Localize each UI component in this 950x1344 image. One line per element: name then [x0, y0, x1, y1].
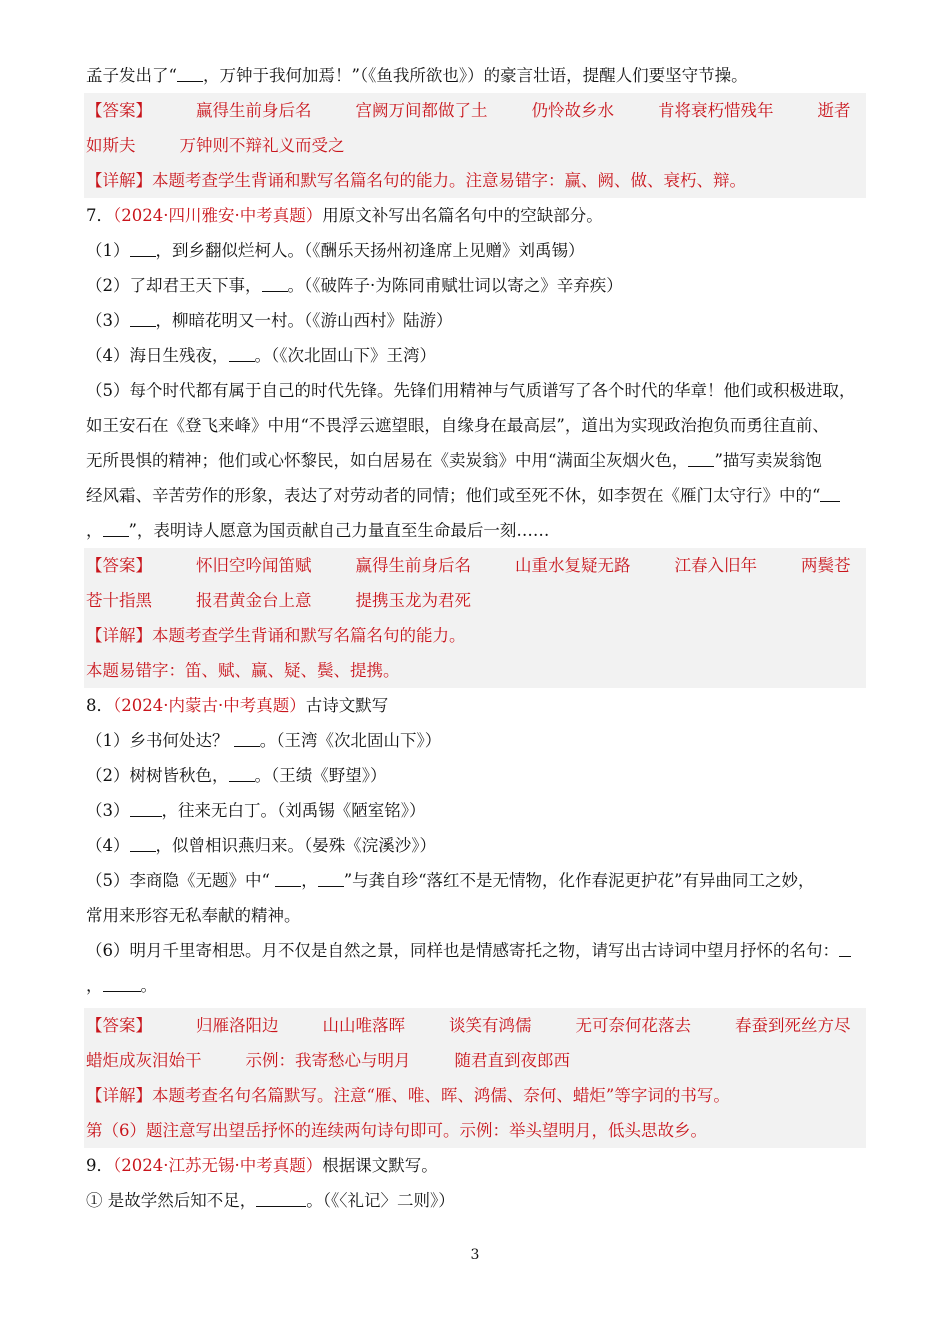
q8-item-4 [86, 828, 866, 863]
answer-item: 肯将衰朽惜残年 [658, 101, 774, 120]
q7-heading [86, 198, 866, 233]
text: ，到乡翻似烂柯人。（《酬乐天扬州初逢席上见赠》刘禹锡） [155, 241, 585, 260]
answer-line [86, 1008, 866, 1043]
answer-item: 提携玉龙为君死 [355, 591, 471, 610]
q7-item-2 [86, 268, 866, 303]
text: ， [86, 976, 103, 995]
text: ，万钟于我何加焉！”（《鱼我所欲也》）的豪言壮语，提醒人们要坚守节操。 [202, 66, 748, 85]
text: ，似曾相识燕归来。（晏殊《浣溪沙》） [155, 836, 436, 855]
text: （3） [86, 311, 130, 330]
text: 。（《〈礼记〉二则》） [306, 1191, 455, 1210]
page-number: 3 [470, 1247, 480, 1263]
blank [103, 977, 141, 992]
text: 孟子发出了“ [86, 66, 177, 85]
q9-item-1 [86, 1183, 866, 1218]
answer-label: 【答案】 [86, 556, 152, 575]
text: （2）了却君王天下事， [86, 276, 262, 295]
blank [318, 872, 344, 887]
blank [839, 942, 851, 957]
text: ，柳暗花明又一村。（《游山西村》陆游） [155, 311, 453, 330]
answer-item: 宫阙万间都做了土 [355, 101, 488, 120]
blank [234, 732, 260, 747]
blank [177, 67, 203, 82]
text: ① 是故学然后知不足， [86, 1191, 257, 1210]
text: ，往来无白丁。（刘禹锡《陋室铭》） [161, 801, 426, 820]
q7-item-3 [86, 303, 866, 338]
text: 。（《次北固山下》王湾） [254, 346, 436, 365]
text: 。（王湾《次北固山下》） [259, 731, 442, 750]
text: （1）乡书何处达？ [86, 731, 234, 750]
answer-item: 蜡炬成灰泪始干 [86, 1051, 202, 1070]
blank [130, 312, 156, 327]
answer-item: 苍十指黑 [86, 591, 152, 610]
answer-item: 万钟则不辩礼义而受之 [179, 136, 345, 155]
blank [688, 452, 714, 467]
answer-item: 报君黄金台上意 [196, 591, 312, 610]
q6-answer-block [84, 93, 866, 198]
text: 。（王绩《野望》） [254, 766, 387, 785]
answer-detail: 第（6）题注意写出望岳抒怀的连续两句诗句即可。示例：举头望明月，低头思故乡。 [86, 1121, 707, 1140]
answer-detail: 【详解】本题考查学生背诵和默写名篇名句的能力。 [86, 626, 466, 645]
text: （1） [86, 241, 130, 260]
answer-detail: 本题易错字：笛、赋、赢、疑、鬓、提携。 [86, 661, 400, 680]
text: ”，表明诗人愿意为国贡献自己力量直至生命最后一刻…… [128, 521, 550, 540]
answer-label: 【答案】 [86, 101, 152, 120]
text: （5）李商隐《无题》中“ [86, 871, 276, 890]
text: 。（《破阵子·为陈同甫赋壮词以寄之》辛弃疾） [287, 276, 623, 295]
q7-item-5-line [86, 513, 866, 548]
question-source: （2024·江苏无锡·中考真题） [113, 1156, 323, 1175]
q7-item-5-line [86, 443, 866, 478]
text: ”与龚自珍“落红不是无情物，化作春泥更护花”有异曲同工之妙， [343, 871, 815, 890]
answer-detail: 【详解】本题考查名句名篇默写。注意“雁、唯、晖、鸿儒、奈何、蜡炬”等字词的书写。 [86, 1086, 730, 1105]
answer-item: 无可奈何花落去 [575, 1016, 691, 1035]
text: （2）树树皆秋色， [86, 766, 229, 785]
q8-answer-block [84, 1008, 866, 1148]
answer-line [86, 128, 866, 163]
text: （3） [86, 801, 130, 820]
text: ， [301, 871, 318, 890]
blank [130, 242, 156, 257]
q8-item-6-line [86, 933, 866, 968]
q7-answer-block [84, 548, 866, 688]
q8-heading [86, 688, 866, 723]
text: 。 [140, 976, 157, 995]
blank [820, 487, 840, 502]
answer-item: 随君直到夜郎西 [454, 1051, 570, 1070]
text: ”描写卖炭翁饱 [714, 451, 822, 470]
answer-item: 两鬓苍 [801, 556, 851, 575]
q7-item-4 [86, 338, 866, 373]
question-number: 9． [86, 1156, 113, 1175]
blank [229, 767, 255, 782]
question-number: 8． [86, 696, 113, 715]
blank [130, 802, 162, 817]
answer-detail: 【详解】本题考查学生背诵和默写名篇名句的能力。注意易错字：赢、阙、做、衰朽、辩。 [86, 171, 746, 190]
question-source: （2024·四川雅安·中考真题） [113, 206, 323, 225]
q8-item-2 [86, 758, 866, 793]
q7-item-5-line: 如王安石在《登飞来峰》中用“不畏浮云遮望眼，自缘身在最高层”，道出为实现政治抱负而勇往直前、 [86, 416, 829, 435]
q7-item-5-line: （5）每个时代都有属于自己的时代先锋。先锋们用精神与气质谱写了各个时代的华章！他们或积极进取， [86, 381, 856, 400]
q8-item-6-line [86, 968, 866, 1003]
q8-item-1 [86, 723, 866, 758]
answer-item: 山重水复疑无路 [515, 556, 631, 575]
answer-item: 赢得生前身后名 [355, 556, 471, 575]
text: 无所畏惧的精神；他们或心怀黎民，如白居易在《卖炭翁》中用“满面尘灰烟火色， [86, 451, 689, 470]
text: （4）海日生残夜， [86, 346, 229, 365]
question-source: （2024·内蒙古·中考真题） [113, 696, 306, 715]
answer-item: 如斯夫 [86, 136, 136, 155]
blank [229, 347, 255, 362]
answer-line [86, 548, 866, 583]
q7-item-1 [86, 233, 866, 268]
answer-label: 【答案】 [86, 1016, 152, 1035]
question-number: 7． [86, 206, 113, 225]
blank [130, 837, 156, 852]
document-page [86, 58, 866, 1218]
blank [256, 1192, 306, 1207]
question-prompt: 用原文补写出名篇名句中的空缺部分。 [322, 206, 603, 225]
answer-item: 示例：我寄愁心与明月 [245, 1051, 411, 1070]
answer-item: 山山唯落晖 [322, 1016, 405, 1035]
answer-line [86, 93, 866, 128]
text: （6）明月千里寄相思。月不仅是自然之景，同样也是情感寄托之物，请写出古诗词中望月抒怀的名句： [86, 941, 839, 960]
blank [103, 522, 129, 537]
q8-item-5-line [86, 863, 866, 898]
blank [262, 277, 288, 292]
q9-heading [86, 1148, 866, 1183]
answer-item: 春蚕到死丝方尽 [735, 1016, 851, 1035]
answer-line [86, 1043, 866, 1078]
answer-line [86, 583, 866, 618]
question-prompt: 古诗文默写 [305, 696, 389, 715]
text: ， [86, 521, 103, 540]
answer-item: 赢得生前身后名 [196, 101, 312, 120]
answer-item: 怀旧空吟闻笛赋 [196, 556, 312, 575]
answer-item: 谈笑有鸿儒 [449, 1016, 532, 1035]
text: （4） [86, 836, 130, 855]
q6-tail-line [86, 58, 866, 93]
answer-item: 仍怜故乡水 [531, 101, 614, 120]
question-prompt: 根据课文默写。 [322, 1156, 438, 1175]
text: 经风霜、辛苦劳作的形象，表达了对劳动者的同情；他们或至死不休，如李贺在《雁门太守行》中的“ [86, 486, 821, 505]
q8-item-3 [86, 793, 866, 828]
answer-item: 逝者 [817, 101, 851, 120]
answer-item: 江春入旧年 [674, 556, 757, 575]
blank [275, 872, 301, 887]
q7-item-5-line [86, 478, 866, 513]
answer-item: 归雁洛阳边 [196, 1016, 279, 1035]
q8-item-5-line: 常用来形容无私奉献的精神。 [86, 906, 301, 925]
